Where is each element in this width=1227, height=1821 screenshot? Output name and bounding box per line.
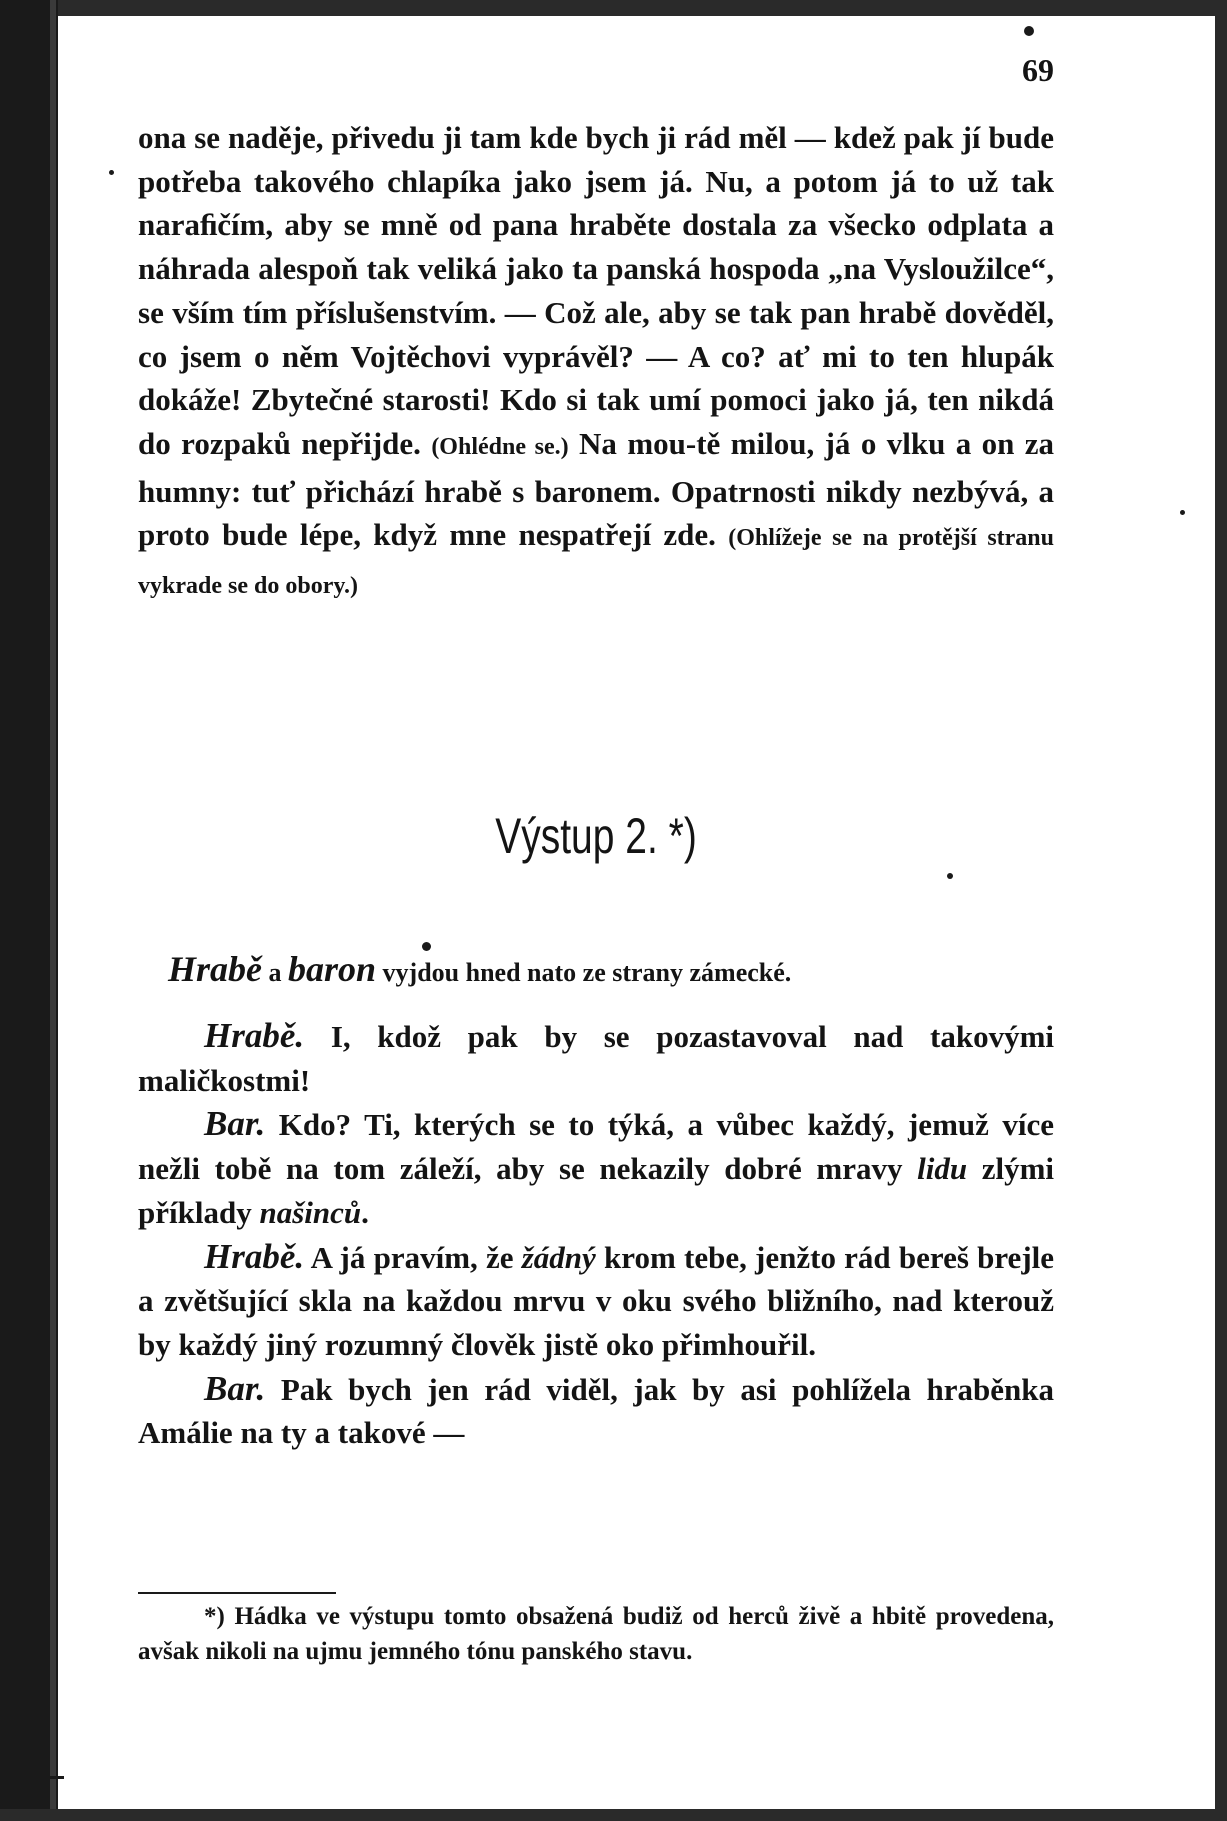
stage-direction: (Ohlédne se.) — [431, 433, 569, 460]
character-name: Hrabě — [168, 949, 262, 989]
margin-mark — [4, 1776, 64, 1779]
dialogue-line — [138, 1235, 1054, 1367]
scan-edge-top — [0, 0, 1227, 16]
scan-edge-left-inner — [50, 0, 56, 1821]
speaker-name: Hrabě. — [204, 1016, 305, 1055]
page-number: 69 — [1022, 52, 1054, 88]
speech-text: Pak bych jen rád viděl, jak by asi pohlížela hraběnka Amálie na ty a takové — — [138, 1371, 1054, 1451]
footnote-reference: *) — [668, 808, 697, 864]
footnote-paragraph — [138, 1600, 1054, 1669]
speaker-name: Bar. — [204, 1104, 266, 1144]
footnote — [138, 1600, 1054, 1669]
emphasized-word: našinců — [259, 1194, 362, 1230]
speech-text: A já pravím, že — [310, 1239, 514, 1275]
scene-heading — [239, 807, 953, 865]
ink-speck — [1180, 510, 1185, 515]
direction-text: vyjdou hned nato ze strany zámecké. — [382, 958, 792, 987]
dialogue-block — [138, 1014, 1054, 1455]
ink-speck — [109, 170, 114, 175]
scene-title: Výstup 2. — [495, 808, 658, 864]
emphasized-word: žádný — [521, 1239, 596, 1275]
dialogue-line — [138, 1014, 1054, 1102]
monologue-text-continued: Na mou-tě milou, já o vlku a on za humny: tuť přichází hrabě s baronem. Opatrnosti nikdy nezbývá, a proto bude lépe, když mne nespatřejí zde. — [138, 425, 1055, 553]
speech-text: krom tebe, jenžto rád bereš brejle a zvětšující skla na každou mrvu v oku svého bližního, nad kterouž by každý jiný rozumný člověk jistě oko přimhouřil. — [138, 1239, 1055, 1362]
scan-edge-bottom — [0, 1809, 1227, 1821]
scan-edge-right — [1215, 0, 1227, 1821]
speaker-name: Bar. — [204, 1368, 266, 1408]
monologue-paragraph — [138, 116, 1054, 609]
monologue-text: ona se naděje, přivedu ji tam kde bych ji rád měl — kdež pak jí bude potřeba takového chlapíka jako jsem já. Nu, a potom já to už tak naraﬁčím, aby se mně od pana hraběte dostala za všecko odplata a náhrada alespoň tak veliká jako ta panská hospoda „na Vysloužilce“, se vším tím příslušenstvím. — Což ale, aby se tak pan hrabě dověděl, co jsem o něm Vojtěchovi vyprávěl? — A co? ať mi to ten hlupák dokáže! Zbytečné starosti! Kdo si tak umí pomoci jako já, ten nikdá do rozpaků nepřijde. — [138, 120, 1054, 461]
speech-text: zlými příklady — [138, 1151, 1055, 1230]
speech-text: . — [361, 1194, 369, 1230]
speaker-name: Hrabě. — [204, 1236, 305, 1276]
speech-text: Kdo? Ti, kterých se to týká, a vůbec každý, jemuž více nežli tobě na tom záleží, aby se nekazily dobré mravy — [138, 1107, 1055, 1187]
footnote-divider — [138, 1592, 336, 1594]
scene-direction — [168, 948, 1054, 990]
footnote-text: Hádka ve výstupu tomto obsažená budiž od herců živě a hbitě provedena, avšak nikoli na ujmu jemného tónu panského stavu. — [138, 1603, 1055, 1665]
conjunction: a — [268, 958, 282, 987]
ink-speck — [947, 873, 953, 879]
stage-direction: (Ohlížeje se na protější stranu vykrade se do obory.) — [138, 525, 1054, 600]
dialogue-line — [138, 1367, 1054, 1455]
emphasized-word: lidu — [917, 1151, 968, 1187]
dialogue-line — [138, 1102, 1054, 1234]
character-name: baron — [288, 949, 377, 989]
speech-text: I, kdož pak by se pozastavoval nad takovými maličkostmi! — [138, 1019, 1055, 1098]
footnote-mark: *) — [204, 1603, 225, 1630]
ink-speck — [1024, 26, 1034, 36]
margin-mark — [4, 1428, 22, 1431]
